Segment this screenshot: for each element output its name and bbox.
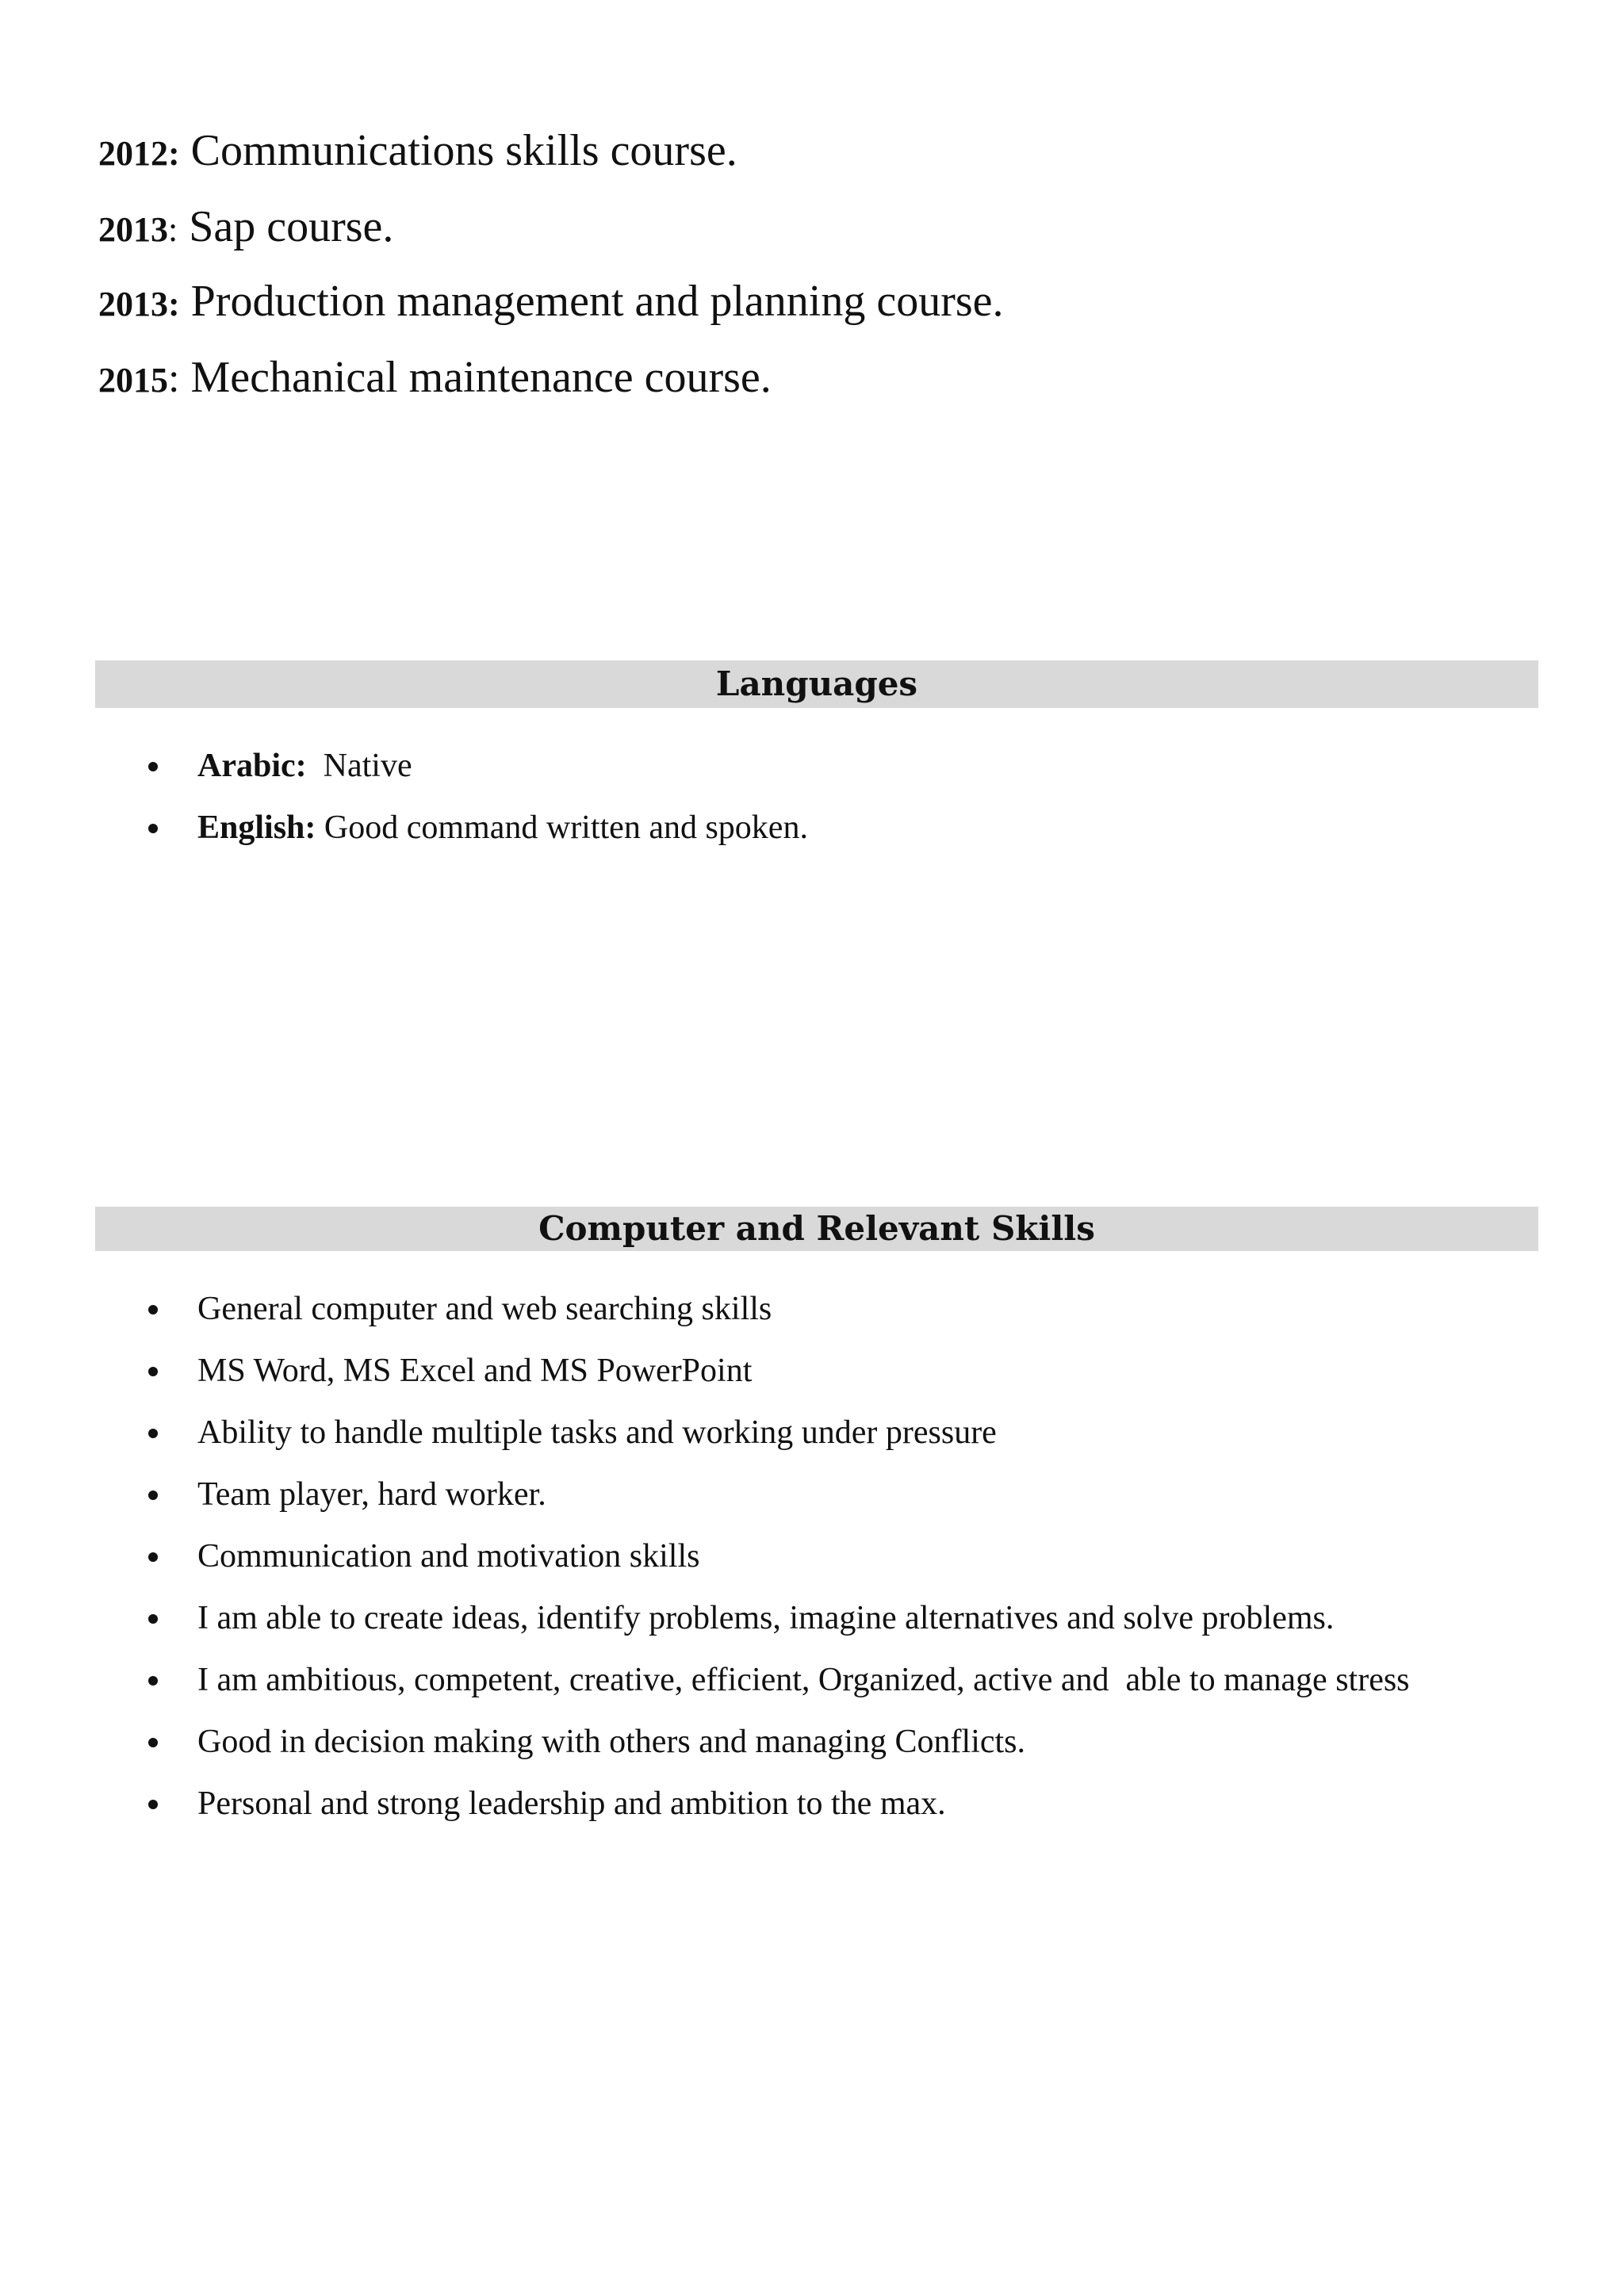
language-level: Native [306,748,412,784]
bullet-icon [148,1614,158,1624]
course-entry [98,355,772,400]
course-entry [98,277,1004,326]
skill-text: Personal and strong leadership and ambition to the max. [197,1785,946,1822]
skill-text: Good in decision making with others and managing Conflicts. [197,1724,1026,1760]
skills-list [0,1292,1624,1849]
course-entry [98,202,394,251]
bullet-icon [148,1552,158,1562]
course-separator: : [168,134,180,173]
course-year: 2015 [98,361,168,400]
language-name: Arabic: [197,748,307,784]
course-title: Production management and planning course. [179,277,1004,326]
bullet-icon [148,1676,158,1686]
skill-text: I am able to create ideas, identify problems, imagine alternatives and solve problems. [197,1600,1335,1636]
languages-list [0,749,1624,873]
course-title: Communications skills course. [179,126,737,175]
bullet-icon [148,1738,158,1747]
list-item [0,811,1624,873]
list-item [0,1787,1624,1849]
list-item [0,1416,1624,1478]
skill-text: Ability to handle multiple tasks and working under pressure [197,1414,997,1451]
skill-text: Communication and motivation skills [197,1538,700,1575]
skills-heading: Computer and Relevant Skills [95,1207,1538,1251]
list-item [0,1663,1624,1725]
course-year: 2013 [98,210,168,249]
list-item [0,1354,1624,1416]
bullet-icon [148,824,158,833]
course-year: 2013 [98,285,168,323]
course-entry [98,128,737,173]
course-separator: : [168,356,180,401]
course-separator: : [168,285,180,323]
skill-text: MS Word, MS Excel and MS PowerPoint [197,1353,753,1389]
course-year: 2012 [98,134,168,173]
skill-text: General computer and web searching skills [197,1291,772,1327]
bullet-icon [148,762,158,771]
bullet-icon [148,1305,158,1314]
skill-text: I am ambitious, competent, creative, efficient, Organized, active and able to manage stress [197,1662,1410,1698]
bullet-icon [148,1800,158,1809]
list-item [0,1601,1624,1663]
course-separator: : [168,210,178,249]
bullet-icon [148,1367,158,1376]
languages-heading: Languages [95,660,1538,708]
list-item [0,1292,1624,1354]
bullet-icon [148,1429,158,1438]
language-level: Good command written and spoken. [316,809,808,846]
language-name: English: [197,809,316,846]
list-item [0,749,1624,811]
skill-text: Team player, hard worker. [197,1476,546,1513]
list-item [0,1725,1624,1787]
bullet-icon [148,1490,158,1500]
course-title: Sap course. [178,202,394,251]
course-title: Mechanical maintenance course. [179,353,772,402]
list-item [0,1540,1624,1601]
list-item [0,1478,1624,1540]
